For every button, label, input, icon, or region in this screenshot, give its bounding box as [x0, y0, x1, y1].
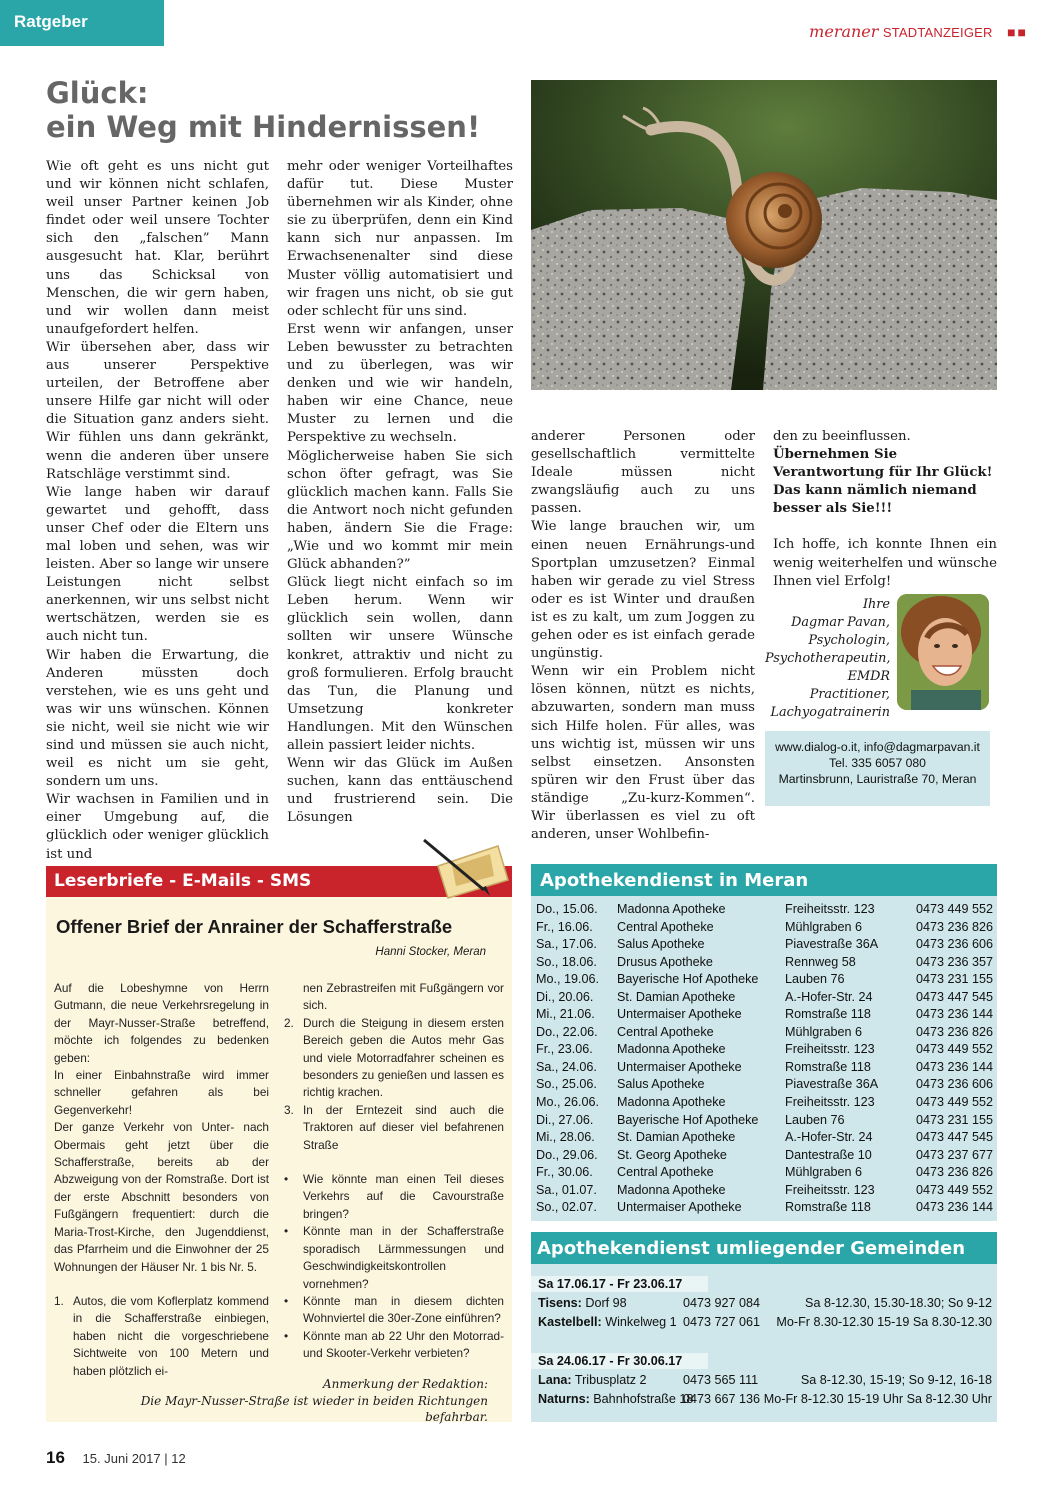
pharmacy-street: Freiheitsstr. 123: [785, 1042, 875, 1057]
pharmacy-date: Sa., 24.06.: [536, 1059, 597, 1074]
contact-address: Martinsbrunn, Lauristraße 70, Meran: [778, 772, 977, 786]
pharmacy-name: St. Georg Apotheke: [617, 1147, 727, 1162]
pharmacy-name: Bayerische Hof Apotheke: [617, 1112, 759, 1127]
signoff-line: Psychologin,: [808, 633, 890, 648]
article-highlight: Übernehmen Sie Verantwortung für Ihr Glück! Das kann nämlich niemand besser als Sie!!!: [773, 447, 993, 517]
pharmacy-phone: 0473 236 826: [916, 1165, 994, 1180]
contact-web-email[interactable]: www.dialog-o.it, info@dagmarpavan.it: [775, 740, 980, 754]
pharmacy-phone: 0473 236 357: [916, 954, 994, 969]
signoff-line: Dagmar Pavan,: [791, 615, 890, 630]
pharmacy-row: [536, 1041, 992, 1059]
masthead-brand: meraner: [809, 22, 879, 41]
pharmacy-street: A.-Hofer-Str. 24: [785, 1130, 873, 1145]
town-address: Bahnhofstraße 18: [593, 1392, 694, 1406]
pharmacy-row: [536, 1147, 992, 1165]
pharmacy-name: Central Apotheke: [617, 1024, 714, 1039]
snail-photo: [531, 80, 997, 390]
surrounding-row: [538, 1294, 992, 1313]
signoff-line: EMDR Practitioner,: [809, 669, 890, 702]
pharmacy-phone: 0473 231 155: [916, 1112, 994, 1127]
pharmacy-date: Do., 22.06.: [536, 1024, 598, 1039]
pharmacy-date: Do., 29.06.: [536, 1147, 598, 1162]
pharmacy-street: Lauben 76: [785, 972, 845, 987]
pharmacy-phone: 0473 236 606: [916, 937, 994, 952]
letter-list-item: [54, 1293, 269, 1380]
pharmacy-phone: 0473 449 552: [916, 1042, 994, 1057]
article-paragraph: Wie lange haben wir darauf gewartet und gehofft, dass unser Chef oder die Eltern uns mal loben und sehen, was wir leisten. Aber so lange wir unsere Leistungen nicht selbst anerkennen, wir uns selbst nicht wertschätzen, werden sie es auch nicht tun.: [46, 484, 269, 645]
letters-bar: Leserbriefe - E-Mails - SMS: [46, 866, 512, 897]
pharmacy-name: Untermaiser Apotheke: [617, 1007, 742, 1022]
town-hours: Mo-Fr 8.30-12.30 15-19 Sa 8.30-12.30: [776, 1315, 992, 1329]
pharmacy-street: Dantestraße 10: [785, 1147, 872, 1162]
pharmacy-name: Untermaiser Apotheke: [617, 1200, 742, 1215]
pharmacy-date: Sa., 01.07.: [536, 1182, 597, 1197]
pharmacy-street: Freiheitsstr. 123: [785, 1095, 875, 1110]
pharmacy-name: Untermaiser Apotheke: [617, 1059, 742, 1074]
list-number: 1.: [54, 1293, 64, 1308]
pharmacy-street: Freiheitsstr. 123: [785, 902, 875, 916]
pharmacy-row: [536, 1199, 992, 1217]
pharmacy-phone: 0473 237 677: [916, 1147, 994, 1162]
author-portrait-image: [897, 594, 989, 710]
pharmacy-phone: 0473 236 144: [916, 1200, 994, 1215]
pharmacy-name: Central Apotheke: [617, 919, 714, 934]
pharmacy-street: Mühlgraben 6: [785, 1024, 863, 1039]
bullet-text: Könnte man in diesem dichten Wohnviertel die 30er-Zone einführen?: [303, 1293, 504, 1326]
letter-column-1: [54, 980, 269, 1380]
town-phone: 0473 727 061: [683, 1315, 761, 1329]
article-paragraph: Wenn wir ein Problem nicht lösen können, nützt es nichts, abzuwarten, sondern man muss sich Hilfe holen. Für alles, was uns wichtig ist, müssen wir uns selbst einsetzen. Ansonsten spüren wir den Frust über das ständige „Zu-kurz-Kommen“. Wir überlassen es viel zu oft anderen, unser Wohlbefin-: [531, 664, 755, 843]
letter-paragraph: Der ganze Verkehr von Unter- nach Obermais geht jetzt über die Schafferstraße, bereits ab der Abzweigung von der Romstraße. Dort ist der erste Abschnitt besonders von Fußgängern frequentiert: durch die Maria-Trost-Kirche, den Jugenddienst, das Pfarrheim und die Einwohner der 25 Wohnungen der Häuser Nr. 1 bis Nr. 5.: [54, 1120, 269, 1274]
bullet-glyph: •: [284, 1328, 289, 1343]
pharmacy-phone: 0473 449 552: [916, 1095, 994, 1110]
list-number-blank: [284, 980, 303, 1015]
letter-list-item: [284, 1015, 504, 1102]
pharmacy-row: [536, 971, 992, 989]
article-paragraph: den zu beeinflussen.: [773, 429, 911, 444]
article-paragraph: Glück liegt nicht einfach so im Leben herum. Wenn wir glücklich sein wollen, dann sollten wir unsere Wünsche konkret, attraktiv und nicht zu groß formulieren. Erfolg braucht das Tun, die Planung und Umsetzung konkreter Handlungen. Mit den Wünschen allein passiert leider nichts.: [287, 575, 513, 753]
pharmacy-name: St. Damian Apotheke: [617, 1130, 736, 1145]
article-paragraph: Wie lange brauchen wir, um einen neuen Ernährungs-und Sportplan umzusetzen? Einmal haben wir gerade zu viel Stress oder es ist Winter und draußen ist es zu kalt, um zum Joggen zu gehen oder es ist einfach gerade ungünstig.: [531, 519, 755, 662]
bullet-text: Könnte man in der Schafferstraße sporadisch Lärmmessungen und Geschwindigkeitskontrollen vornehmen?: [303, 1224, 504, 1291]
bullet-glyph: •: [284, 1224, 289, 1239]
list-text: Autos, die vom Koflerplatz kommend in die Schafferstraße einbiegen, haben nicht die vorgeschriebene Sichtweite von 100 Metern und haben plötzlich ei-: [73, 1293, 269, 1378]
town-name: Naturns:: [538, 1392, 590, 1406]
town-address: Tribusplatz 2: [574, 1373, 647, 1387]
pharmacy-date: Mi., 21.06.: [536, 1007, 595, 1022]
pharmacy-name: St. Damian Apotheke: [617, 989, 736, 1004]
town-hours: Sa 8-12.30, 15-19; So 9-12, 16-18: [800, 1373, 992, 1387]
pharmacy-name: Salus Apotheke: [617, 937, 705, 952]
article-paragraph: Wir haben die Erwartung, die Anderen müssten doch verstehen, wie es uns geht und was wir uns wünschen. Können sie nicht, weil sie nicht wie wir sind und müssen sie auch nicht, weil es nicht um sie geht, sondern um uns.: [46, 647, 269, 790]
pharmacy-phone: 0473 449 552: [916, 1182, 994, 1197]
letter-list-item: [284, 980, 504, 1015]
letter-bullet: [284, 1223, 504, 1293]
pharmacy-name: Madonna Apotheke: [617, 902, 726, 916]
pharmacy-street: Mühlgraben 6: [785, 1165, 863, 1180]
envelope-with-pen-icon: [420, 836, 512, 900]
pharmacy-title: Apothekendienst in Meran: [531, 864, 997, 896]
letter-headline: Offener Brief der Anrainer der Schafferstraße: [56, 916, 453, 937]
pharmacy-row: [536, 1059, 992, 1077]
pharmacy-row: [536, 1129, 992, 1147]
article-column-2: [287, 158, 513, 827]
article-paragraph: Möglicherweise haben Sie sich schon öfter gefragt, was Sie glücklich machen kann. Falls Sie die Antwort noch nicht gefunden haben, ändern Sie die Frage: „Wie und wo kommt mir mein Glück abhanden?”: [287, 448, 513, 573]
pharmacy-row: [536, 1112, 992, 1130]
bullet-glyph: •: [284, 1172, 289, 1187]
pharmacy-street: Mühlgraben 6: [785, 919, 863, 934]
signoff-line: Psychotherapeutin,: [765, 651, 891, 666]
pharmacy-name: Madonna Apotheke: [617, 1042, 726, 1057]
editor-note: [96, 1376, 488, 1426]
letter-bullet: [284, 1328, 504, 1363]
article-paragraph: anderer Personen oder gesellschaftlich vermittelte Ideale müssen nicht zwangsläufig auch zu uns passen.: [531, 429, 755, 517]
article-column-1: [46, 158, 269, 864]
pharmacy-row: [536, 1076, 992, 1094]
section-label: Ratgeber: [0, 0, 164, 46]
letter-author: Hanni Stocker, Meran: [375, 946, 486, 958]
pharmacy-row: [536, 989, 992, 1007]
pharmacy-street: Rennweg 58: [785, 954, 856, 969]
letter-column-2: [284, 980, 504, 1363]
pharmacy-date: Fr., 23.06.: [536, 1042, 593, 1057]
pharmacy-row: [536, 954, 992, 972]
article-paragraph: Ich hoffe, ich konnte Ihnen ein wenig weiterhelfen und wünsche Ihnen viel Erfolg!: [773, 537, 997, 589]
article-column-4: [773, 428, 997, 591]
pharmacy-phone: 0473 236 606: [916, 1077, 994, 1092]
article-column-3: [531, 428, 755, 844]
pharmacy-phone: 0473 236 826: [916, 919, 994, 934]
pharmacy-phone: 0473 447 545: [916, 1130, 994, 1145]
bullet-text: Könnte man ab 22 Uhr den Motorrad- und Skooter-Verkehr verbieten?: [303, 1328, 504, 1361]
pharmacy-date: Do., 15.06.: [536, 902, 598, 916]
masthead-subtitle: STADTANZEIGER: [882, 25, 993, 40]
pharmacy-street: Piavestraße 36A: [785, 937, 879, 952]
issue-info: 15. Juni 2017 | 12: [82, 1451, 186, 1466]
surrounding-row: [538, 1313, 992, 1332]
article-title-line2: ein Weg mit Hindernissen!: [46, 110, 481, 144]
pharmacy-street: A.-Hofer-Str. 24: [785, 989, 873, 1004]
article-title: [46, 76, 526, 144]
contact-phone: Tel. 335 6057 080: [829, 756, 926, 770]
period-label: Sa 24.06.17 - Fr 30.06.17: [531, 1353, 708, 1369]
list-text: Durch die Steigung in diesem ersten Bereich geben die Autos mehr Gas und viele Motorradfahrer scheinen es besonders zu genießen und lassen es richtig krachen.: [303, 1015, 504, 1100]
pharmacy-date: Mi., 28.06.: [536, 1130, 595, 1145]
article-title-line1: Glück:: [46, 76, 149, 110]
list-number: 3.: [284, 1102, 294, 1117]
pharmacy-phone: 0473 236 826: [916, 1024, 994, 1039]
letter-bullet: [284, 1171, 504, 1223]
article-paragraph: Wie oft geht es uns nicht gut und wir können nicht schlafen, weil unser Partner keinen Job findet oder weil unsere Tochter sich den „falschen” Mann ausgesucht hat. Klar, berührt uns das Schicksal von Menschen, die wir gern haben, und wir wollen dann meist unaufgefordert helfen.: [46, 159, 269, 337]
pharmacy-street: Romstraße 118: [785, 1059, 871, 1074]
letter-paragraph: Auf die Lobeshymne von Herrn Gutmann, die neue Verkehrsregelung in der Mayr-Nusser-Straße betreffend, möchte ich folgendes zu bedenken geben:: [54, 981, 269, 1065]
article-paragraph: Wenn wir das Glück im Außen suchen, kann das enttäuschend und frustrierend sein. Die Lösungen: [287, 756, 513, 826]
pharmacy-phone: 0473 236 144: [916, 1007, 994, 1022]
pharmacy-row: [536, 936, 992, 954]
pharmacy-name: Central Apotheke: [617, 1165, 714, 1180]
pharmacy-street: Lauben 76: [785, 1112, 845, 1127]
pharmacy-street: Piavestraße 36A: [785, 1077, 879, 1092]
surrounding-row: [538, 1390, 992, 1409]
surrounding-row: [538, 1371, 992, 1390]
pharmacy-row: [536, 1164, 992, 1182]
article-paragraph: Wir wachsen in Familien und in einer Umgebung auf, die glücklich oder weniger glücklich ist und: [46, 792, 269, 862]
bullet-glyph: •: [284, 1293, 289, 1308]
pharmacy-date: Fr., 30.06.: [536, 1165, 593, 1180]
town-phone: 0473 667 136: [683, 1392, 761, 1406]
town-hours: Sa 8-12.30, 15.30-18.30; So 9-12: [805, 1296, 992, 1310]
masthead-dots: ■■: [1007, 24, 1028, 40]
pharmacy-phone: 0473 231 155: [916, 972, 994, 987]
pharmacy-phone: 0473 449 552: [916, 902, 994, 916]
pharmacy-table: [536, 901, 992, 1217]
town-name: Lana:: [538, 1373, 572, 1387]
pharmacy-name: Bayerische Hof Apotheke: [617, 972, 759, 987]
pharmacy-name: Madonna Apotheke: [617, 1182, 726, 1197]
pharmacy-date: So., 25.06.: [536, 1077, 597, 1092]
letter-bullet: [284, 1293, 504, 1328]
town-name: Kastelbell:: [538, 1315, 602, 1329]
town-hours: Mo-Fr 8-12.30 15-19 Uhr Sa 8-12.30 Uhr: [763, 1392, 992, 1406]
list-number: 2.: [284, 1015, 294, 1030]
town-address: Winkelweg 1: [605, 1315, 677, 1329]
pharmacy-date: Sa., 17.06.: [536, 937, 597, 952]
list-text: nen Zebrastreifen mit Fußgängern vor sich.: [303, 981, 504, 1013]
article-paragraph: Wir übersehen aber, dass wir aus unserer Perspektive urteilen, der Betroffene aber unsere Hilfe gar nicht will oder die Situation ganz anders sieht. Wir fühlen uns dann gekränkt, wenn die anderen über unsere Ratschläge verstimmt sind.: [46, 339, 269, 482]
pharmacy-row: [536, 1006, 992, 1024]
pharmacy-row: [536, 1024, 992, 1042]
pharmacy-row: [536, 1094, 992, 1112]
page-number: 16: [46, 1448, 65, 1467]
pharmacy-name: Salus Apotheke: [617, 1077, 705, 1092]
town-phone: 0473 565 111: [683, 1373, 759, 1387]
snail-on-granite-image: [531, 80, 997, 390]
page-footer: [46, 1448, 186, 1468]
pharmacy-row: [536, 901, 992, 919]
pharmacy-date: Mo., 26.06.: [536, 1095, 600, 1110]
bullet-text: Wie könnte man einen Teil dieses Verkehrs auf die Cavourstraße bringen?: [303, 1172, 504, 1221]
author-portrait: [897, 594, 989, 710]
surrounding-title: Apothekendienst umliegender Gemeinden: [531, 1232, 997, 1264]
pharmacy-phone: 0473 236 144: [916, 1059, 994, 1074]
pharmacy-date: Fr., 16.06.: [536, 919, 593, 934]
letter-paragraph: In einer Einbahnstraße wird immer schneller gefahren als bei Gegenverkehr!: [54, 1068, 269, 1117]
pharmacy-name: Madonna Apotheke: [617, 1095, 726, 1110]
pharmacy-date: Di., 20.06.: [536, 989, 594, 1004]
author-signoff: [765, 596, 890, 722]
pharmacy-phone: 0473 447 545: [916, 989, 994, 1004]
pharmacy-row: [536, 1182, 992, 1200]
pharmacy-date: So., 02.07.: [536, 1200, 597, 1215]
signoff-line: Lachyogatrainerin: [770, 705, 890, 720]
signoff-line: Ihre: [863, 597, 890, 612]
town-name: Tisens:: [538, 1296, 582, 1310]
contact-box: [765, 731, 990, 806]
pharmacy-street: Freiheitsstr. 123: [785, 1182, 875, 1197]
pharmacy-name: Drusus Apotheke: [617, 954, 713, 969]
pharmacy-row: [536, 919, 992, 937]
pharmacy-date: Mo., 19.06.: [536, 972, 600, 987]
town-address: Dorf 98: [585, 1296, 627, 1310]
editor-note-text: Die Mayr-Nusser-Straße ist wieder in beiden Richtungen befahrbar.: [140, 1393, 488, 1424]
list-text: In der Erntezeit sind auch die Traktoren auf dieser viel befahrenen Straße: [303, 1102, 504, 1152]
town-phone: 0473 927 084: [683, 1296, 761, 1310]
article-paragraph: mehr oder weniger Vorteilhaftes dafür tut. Diese Muster übernehmen wir als Kinder, ohne sie zu überprüfen, denn ein Kind kann sich nur anpassen. Im Erwachsenenalter sind diese Muster völlig automatisiert und wir fragen uns nicht, ob sie gut oder schlecht für uns sind.: [287, 159, 513, 319]
period-label: Sa 17.06.17 - Fr 23.06.17: [531, 1276, 708, 1292]
pharmacy-date: Di., 27.06.: [536, 1112, 594, 1127]
pharmacy-date: So., 18.06.: [536, 954, 597, 969]
editor-note-label: Anmerkung der Redaktion:: [322, 1377, 488, 1391]
article-paragraph: Erst wenn wir anfangen, unser Leben bewusster zu betrachten und zu überlegen, was wir denken und wie wir handeln, haben wir eine Chance, neue Muster zu lernen und die Perspektive zu wechseln.: [287, 321, 513, 446]
pharmacy-street: Romstraße 118: [785, 1200, 871, 1215]
pharmacy-street: Romstraße 118: [785, 1007, 871, 1022]
letter-list-item: [284, 1102, 504, 1154]
masthead: [809, 22, 1028, 42]
